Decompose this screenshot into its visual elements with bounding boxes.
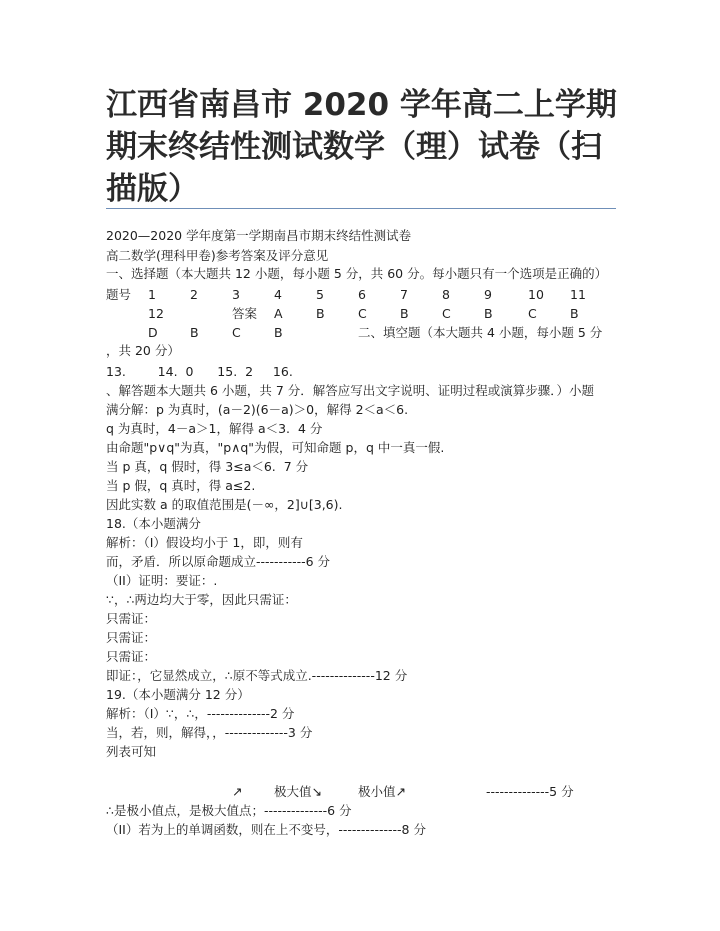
monotonic-table-cell: ↗ (232, 784, 243, 799)
text-line: ∵，∴两边均大于零，因此只需证： (106, 592, 297, 607)
text-line: 解析：（I）∵，∴，--------------2 分 (106, 706, 295, 721)
table-label-answer: 答案 (232, 306, 258, 321)
table-answer-cell: D (148, 325, 158, 340)
table-number-cell: 2 (190, 287, 198, 302)
text-line: 当，若，则，解得，，--------------3 分 (106, 725, 313, 740)
table-answer-cell: B (400, 306, 409, 321)
text-line: 只需证： (106, 649, 157, 664)
monotonic-table-cell: 极小值↗ (358, 784, 406, 799)
text-line: 只需证： (106, 630, 157, 645)
table-answer-cell: B (316, 306, 325, 321)
text-line: 列表可知 (106, 744, 157, 759)
table-answer-cell: B (190, 325, 199, 340)
text-line: 解析：（I）假设均小于 1，即，则有 (106, 535, 303, 550)
text-line: 由命题"p∨q"为真，"p∧q"为假，可知命题 p，q 中一真一假. (106, 440, 445, 455)
section-one-heading: 一、选择题（本大题共 12 小题，每小题 5 分，共 60 分。每小题只有一个选项是正确的） (106, 266, 608, 281)
text-line: （II）证明：要证：. (106, 573, 218, 588)
text-line: （II）若为上的单调函数，则在上不变号，--------------8 分 (106, 822, 426, 837)
table-number-cell: 10 (528, 287, 544, 302)
table-answer-cell: C (232, 325, 241, 340)
table-number-cell: 12 (148, 306, 164, 321)
document-title: 江西省南昌市 2020 学年高二上学期期末终结性测试数学（理）试卷（扫描版） (106, 87, 617, 207)
table-number-cell: 11 (570, 287, 586, 302)
fill-blank-answers: 13. 14. 0 15. 2 16. (106, 364, 293, 379)
table-answer-cell: C (442, 306, 451, 321)
text-line: 即证：，它显然成立，∴原不等式成立.--------------12 分 (106, 668, 408, 683)
exam-header: 2020—2020 学年度第一学期南昌市期末终结性测试卷 (106, 228, 412, 243)
text-line: 因此实数 a 的取值范围是(－∞，2]∪[3,6). (106, 497, 343, 512)
text-line: 当 p 假，q 真时，得 a≤2. (106, 478, 256, 493)
title-divider (106, 208, 616, 209)
table-answer-cell: A (274, 306, 283, 321)
question-heading: 18.（本小题满分 (106, 516, 201, 531)
text-line: q 为真时，4－a＞1，解得 a＜3. 4 分 (106, 421, 323, 436)
table-number-cell: 4 (274, 287, 282, 302)
text-line: 满分解：p 为真时，(a－2)(6－a)＞0，解得 2＜a＜6. (106, 402, 409, 417)
table-label-number: 题号 (106, 287, 132, 302)
text-line: 只需证： (106, 611, 157, 626)
text-line: ∴是极小值点，是极大值点；--------------6 分 (106, 803, 352, 818)
table-number-cell: 9 (484, 287, 492, 302)
score-marker: --------------5 分 (486, 784, 574, 799)
text-line: ，共 20 分） (106, 343, 180, 358)
table-number-cell: 7 (400, 287, 408, 302)
table-number-cell: 1 (148, 287, 156, 302)
table-number-cell: 6 (358, 287, 366, 302)
table-answer-cell: B (274, 325, 283, 340)
text-line: 当 p 真，q 假时，得 3≤a＜6. 7 分 (106, 459, 309, 474)
table-answer-cell: C (528, 306, 537, 321)
monotonic-table-cell: 极大值↘ (274, 784, 322, 799)
table-number-cell: 3 (232, 287, 240, 302)
table-answer-cell: B (484, 306, 493, 321)
text-line: 而，矛盾．所以原命题成立-----------6 分 (106, 554, 331, 569)
table-answer-cell: B (570, 306, 579, 321)
answer-key-title: 高二数学(理科甲卷)参考答案及评分意见 (106, 248, 329, 263)
table-number-cell: 5 (316, 287, 324, 302)
question-heading: 19.（本小题满分 12 分） (106, 687, 250, 702)
section-two-heading: 二、填空题（本大题共 4 小题，每小题 5 分 (358, 325, 603, 340)
table-number-cell: 8 (442, 287, 450, 302)
section-three-heading: 、解答题本大题共 6 小题，共 7 分．解答应写出文字说明、证明过程或演算步骤．）小题 (106, 383, 595, 398)
table-answer-cell: C (358, 306, 367, 321)
